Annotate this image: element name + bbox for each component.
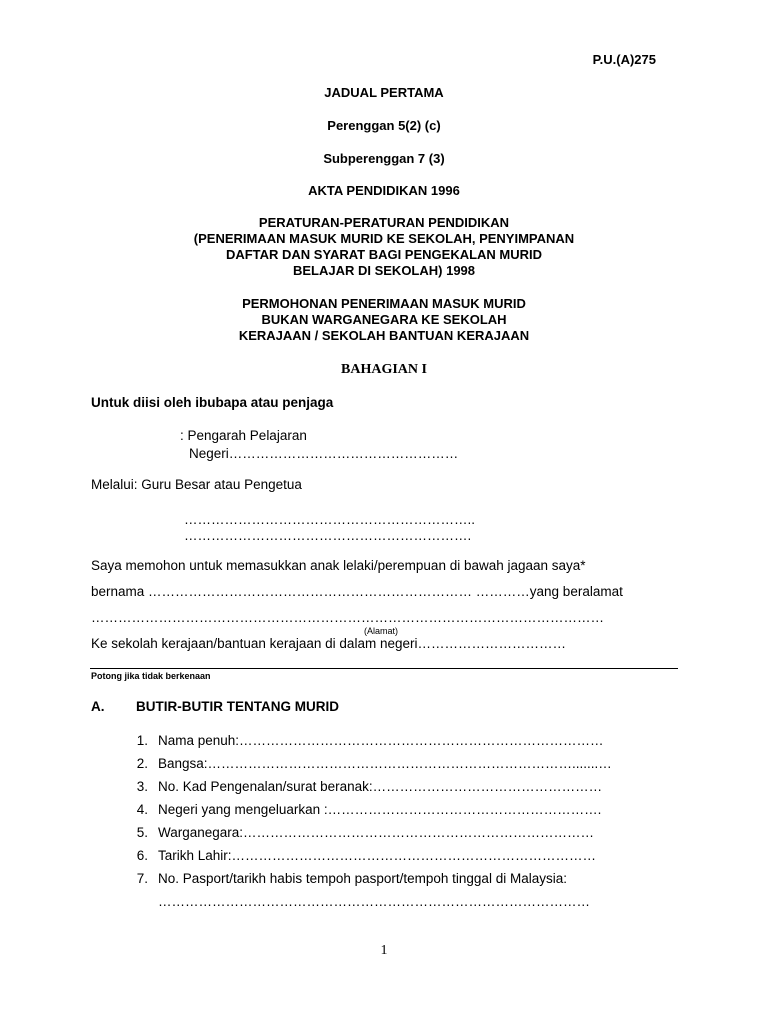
divider-line — [90, 668, 678, 669]
item-number: 3. — [136, 779, 148, 794]
untuk-diisi-label: Untuk diisi oleh ibubapa atau penjaga — [91, 395, 334, 410]
alamat-caption: (Alamat) — [364, 626, 399, 636]
pasport-field[interactable]: …………………………………………………………………………………… — [158, 894, 590, 909]
item-number: 5. — [136, 825, 148, 840]
permohonan-line: KERAJAAN / SEKOLAH BANTUAN KERAJAAN — [238, 328, 530, 343]
alamat-field[interactable]: …………………………………………………………………………………………………… — [91, 610, 604, 625]
peraturan-line: (PENERIMAAN MASUK MURID KE SEKOLAH, PENYIMPANAN — [193, 231, 575, 246]
peraturan-line: PERATURAN-PERATURAN PENDIDIKAN — [258, 215, 510, 230]
negeri-field[interactable]: Negeri…………………………………………… — [189, 446, 459, 461]
bernama-field[interactable]: bernama ……………………………………………………………… …………yang beralamat — [91, 584, 623, 599]
item-number: 1. — [136, 733, 148, 748]
nama-penuh-field[interactable]: Nama penuh:……………………………………………………………………… — [158, 733, 604, 748]
page-number: 1 — [380, 943, 388, 958]
akta-heading: AKTA PENDIDIKAN 1996 — [308, 183, 460, 198]
section-a-letter: A. — [91, 699, 105, 714]
subperenggan-heading: Subperenggan 7 (3) — [323, 151, 445, 166]
perenggan-heading: Perenggan 5(2) (c) — [327, 118, 441, 133]
document-reference: P.U.(A)275 — [592, 52, 656, 67]
negeri-mengeluarkan-field[interactable]: Negeri yang mengeluarkan :……………………………………………………. — [158, 802, 602, 817]
potong-note: Potong jika tidak berkenaan — [91, 671, 211, 681]
permohonan-line: PERMOHONAN PENERIMAAN MASUK MURID — [242, 296, 526, 311]
tarikh-lahir-field[interactable]: Tarikh Lahir:……………………………………………………………………… — [158, 848, 597, 863]
peraturan-line: DAFTAR DAN SYARAT BAGI PENGEKALAN MURID — [225, 247, 543, 262]
sekolah-address-field[interactable]: ………………………………………………………. — [184, 528, 472, 543]
warganegara-field[interactable]: Warganegara:…………………………………………………………………… — [158, 825, 595, 840]
bangsa-field[interactable]: Bangsa:……………………………………………………………………….......… — [158, 756, 612, 771]
melalui-label: Melalui: Guru Besar atau Pengetua — [91, 477, 302, 492]
item-number: 4. — [136, 802, 148, 817]
item-number: 6. — [136, 848, 148, 863]
kad-pengenalan-field[interactable]: No. Kad Pengenalan/surat beranak:…………………………………………… — [158, 779, 603, 794]
jadual-heading: JADUAL PERTAMA — [324, 85, 444, 100]
peraturan-line: BELAJAR DI SEKOLAH) 1998 — [292, 263, 476, 278]
ke-sekolah-field[interactable]: Ke sekolah kerajaan/bantuan kerajaan di dalam negeri…………………………… — [91, 636, 566, 651]
permohonan-heading — [90, 296, 678, 344]
saya-memohon-text: Saya memohon untuk memasukkan anak lelaki/perempuan di bawah jagaan saya* — [91, 558, 586, 573]
item-number: 2. — [136, 756, 148, 771]
bahagian-heading: BAHAGIAN I — [341, 362, 427, 377]
kepada-pengarah: : Pengarah Pelajaran — [180, 428, 307, 443]
item-number: 7. — [136, 871, 148, 886]
section-a-title: BUTIR-BUTIR TENTANG MURID — [136, 699, 339, 714]
peraturan-heading — [90, 215, 678, 279]
guru-besar-name-field[interactable]: ……………………………………………………….. — [184, 512, 476, 527]
permohonan-line: BUKAN WARGANEGARA KE SEKOLAH — [261, 312, 507, 327]
pasport-label: No. Pasport/tarikh habis tempoh pasport/tempoh tinggal di Malaysia: — [158, 871, 567, 886]
